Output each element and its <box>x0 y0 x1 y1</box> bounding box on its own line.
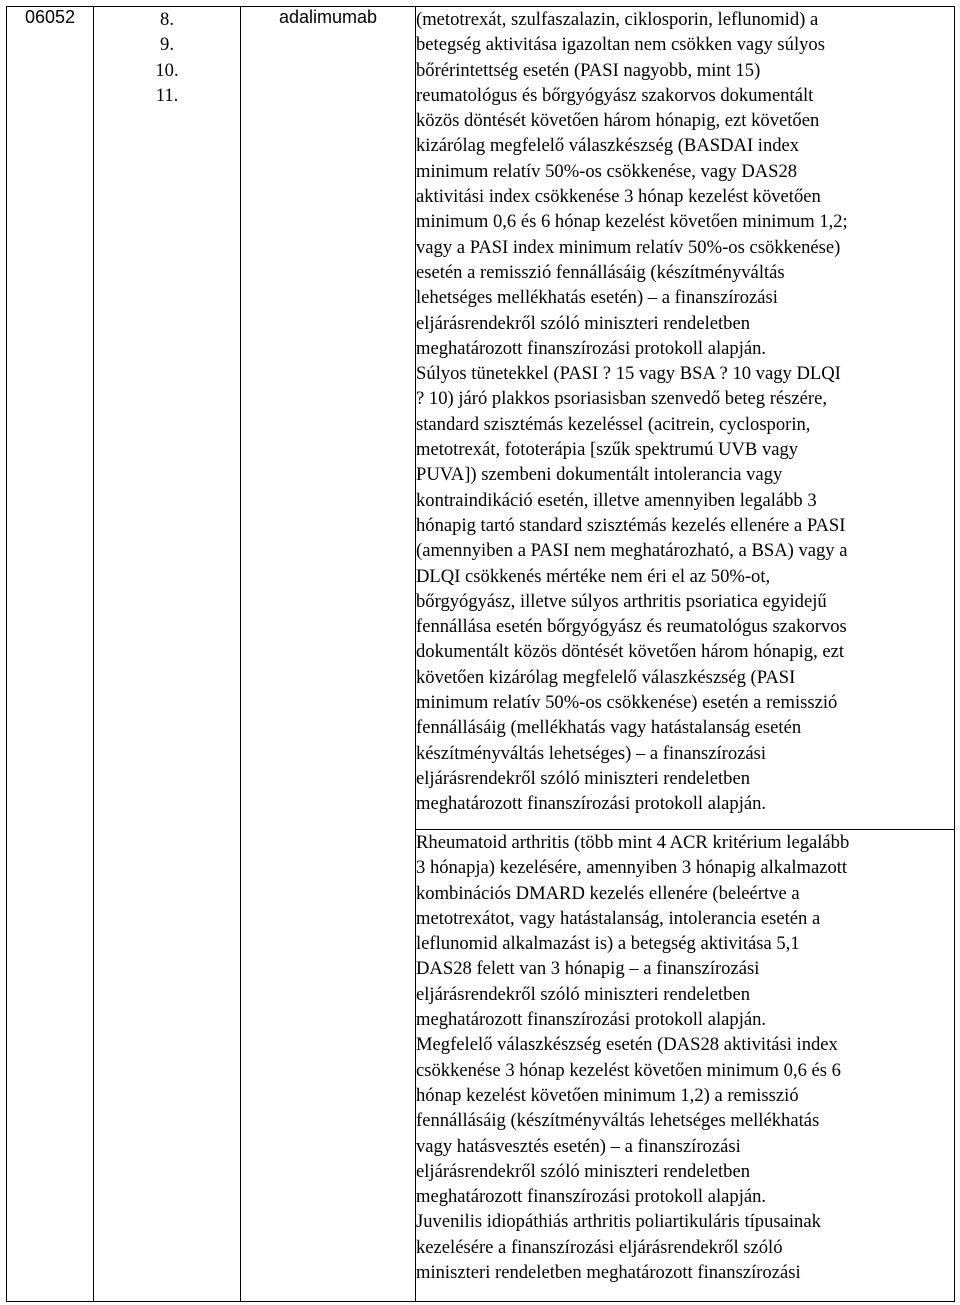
indication-cell-1 <box>416 7 955 830</box>
code-cell <box>7 7 94 1302</box>
table-row <box>7 7 955 830</box>
product-code: 06052 <box>24 7 76 27</box>
indication-cell-2 <box>416 830 955 1302</box>
number-item: 11. <box>155 84 179 106</box>
document-table <box>6 6 955 1302</box>
number-item: 9. <box>160 34 174 56</box>
drug-cell <box>241 7 416 1302</box>
drug-name: adalimumab <box>278 7 378 27</box>
numbers-cell <box>94 7 241 1302</box>
number-item: 8. <box>160 9 174 30</box>
number-item: 10. <box>155 59 179 81</box>
indication-text-1: (metotrexát, szulfaszalazin, ciklosporin, leflunomid) a betegség aktivitása igazoltan nem csökken vagy súlyos bőrérintettség esetén (PASI nagyobb, mint 15) reumatológus és bőrgyógyász szakorvos dokumentált közös döntését követően három hónapig, ezt követően kizárólag megfelelő válaszkészség (BASDAI index minimum relatív 50%-os csökkenése, vagy DAS28 aktivitási index csökkenése 3 hónap kezelést követően minimum 0,6 és 6 hónap kezelést követően minimum 1,2; vagy a PASI index minimum relatív 50%-os csökkenése) esetén a remisszió fennállásáig (készítményváltás lehetséges mellékhatás esetén) – a finanszírozási eljárásrendekről szóló miniszteri rendeletben meghatározott finanszírozási protokoll alapján. Súlyos tünetekkel (PASI ? 15 vagy BSA ? 10 vagy DLQI ? 10) járó plakkos psoriasisban szenvedő beteg részére, standard szisztémás kezeléssel (acitrein, cyclosporin, metotrexát, fototerápia [szűk spektrumú UVB vagy PUVA]) szembeni dokumentált intolerancia vagy kontraindikáció esetén, illetve amennyiben legalább 3 hónapig tartó standard szisztémás kezelés ellenére a PASI (amennyiben a PASI nem meghatározható, a BSA) vagy a DLQI csökkenés mértéke nem éri el az 50%-ot, bőrgyógyász, illetve súlyos arthritis psoriatica egyidejű fennállása esetén bőrgyógyász és reumatológus szakorvos dokumentált közös döntését követően három hónapig, ezt követően kizárólag megfelelő válaszkészség (PASI minimum relatív 50%-os csökkenése) esetén a remisszió fennállásáig (mellékhatás vagy hatástalanság esetén készítményváltás lehetséges) – a finanszírozási eljárásrendekről szóló miniszteri rendeletben meghatározott finanszírozási protokoll alapján. <box>416 9 848 815</box>
indication-text-2: Rheumatoid arthritis (több mint 4 ACR kritérium legalább 3 hónapja) kezelésére, amennyiben 3 hónapig alkalmazott kombinációs DMARD kezelés ellenére (beleértve a metotrexátot, vagy hatástalanság, intolerancia esetén a leflunomid alkalmazást is) a betegség aktivitása 5,1 DAS28 felett van 3 hónapig – a finanszírozási eljárásrendekről szóló miniszteri rendeletben meghatározott finanszírozási protokoll alapján. Megfelelő válaszkészség esetén (DAS28 aktivitási index csökkenése 3 hónap kezelést követően minimum 0,6 és 6 hónap kezelést követően minimum 1,2) a remisszió fennállásáig (készítményváltás lehetséges mellékhatás vagy hatásvesztés esetén) – a finanszírozási eljárásrendekről szóló miniszteri rendeletben meghatározott finanszírozási protokoll alapján. Juvenilis idiopáthiás arthritis poliartikuláris típusainak kezelésére a finanszírozási eljárásrendekről szóló miniszteri rendeletben meghatározott finanszírozási <box>416 832 850 1284</box>
